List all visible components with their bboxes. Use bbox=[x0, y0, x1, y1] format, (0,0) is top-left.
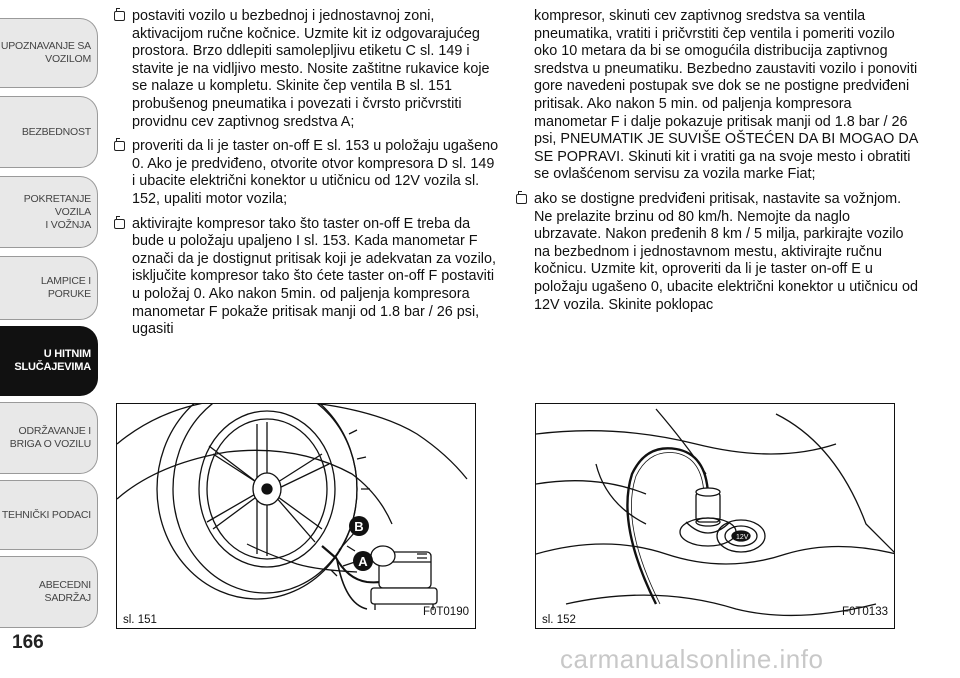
checkbox-bullet-icon bbox=[114, 11, 125, 21]
tab-u-hitnim-slucajevima[interactable] bbox=[0, 326, 98, 396]
item-text: proveriti da li je taster on-off E sl. 153 u položaju ugašeno 0. Ako je predviđeno, otvorite otvor kompresora D sl. 149 i ubacite električni konektor u utičnicu od 12V vozila sl. 152, upaliti motor vozila; bbox=[132, 138, 499, 207]
checkbox-bullet-icon bbox=[114, 219, 125, 229]
list-item bbox=[108, 216, 500, 339]
svg-text:12V: 12V bbox=[736, 534, 749, 541]
callout-a-label: A bbox=[358, 554, 368, 569]
figure-caption: sl. 152 bbox=[542, 614, 576, 626]
tab-tehnicki-podaci[interactable] bbox=[0, 480, 98, 550]
chapter-tabs bbox=[0, 0, 100, 640]
continued-paragraph: kompresor, skinuti cev zaptivnog sredstva sa ventila pneumatika, vratiti i pričvrstiti čep ventila i pomeriti vozilo oko 10 metara da bi se omogućila distribucija zaptivnog sredstva u pneumatiku. Bezbedno zaustaviti vozilo i ponoviti gore navedeni postupak sve dok se ne postigne predviđeni pritisak. Ako nakon 5 min. od paljenja kompresora manometar F i dalje pokazuje pritisak manji od 1.8 bar / 26 psi, PNEUMATIK JE SUVIŠE OŠTEĆEN DA BI MOGAO DA SE POPRAVI. Skinuti kit i vratiti ga na svoje mesto i obratiti se ovlašćenom servisu za vozila marke Fiat; bbox=[534, 8, 918, 183]
figure-caption: sl. 151 bbox=[123, 614, 157, 626]
tab-label: UPOZNAVANJE SA VOZILOM bbox=[0, 40, 91, 65]
figure-code: F0T0190 bbox=[422, 606, 469, 618]
left-text-column bbox=[108, 8, 500, 346]
tab-pokretanje[interactable] bbox=[0, 176, 98, 248]
tab-label: BEZBEDNOST bbox=[21, 125, 91, 138]
tab-odrzavanje[interactable] bbox=[0, 402, 98, 474]
right-text-column bbox=[510, 8, 920, 321]
list-item bbox=[108, 138, 500, 208]
item-text: ako se dostigne predviđeni pritisak, nastavite sa vožnjom. Ne prelazite brzinu od 80 km/h. Nemojte da naglo ubrzavate. Nakon pređenih 8 km / 5 milja, parkirajte vozilo na bezbednom i jednostavnom mestu, aktivirajte ručnu kočnicu. Uzmite kit, oproveriti da li je taster on-off E u položaju ugašeno 0, ubacite električni konektor u utičnicu od 12V vozila. Skinite poklopac bbox=[534, 190, 918, 313]
tab-label: TEHNIČKI PODACI bbox=[1, 508, 91, 521]
tab-abecedni-sadrzaj[interactable] bbox=[0, 556, 98, 628]
tab-bezbednost[interactable] bbox=[0, 96, 98, 168]
tire-compressor-illustration bbox=[117, 404, 476, 629]
tab-label: POKRETANJE VOZILA I VOŽNJA bbox=[23, 192, 91, 231]
tab-lampice[interactable] bbox=[0, 256, 98, 320]
figure-151 bbox=[116, 403, 476, 629]
list-item bbox=[108, 8, 500, 131]
item-text: postaviti vozilo u bezbednoj i jednostavnoj zoni, aktivacijom ručne kočnice. Uzmite kit iz odgovarajućeg prostora. Brzo ddlepiti samolepljivu etiketu C sl. 149 i stavite je na vidljivo mesto. Nosite zaštitne rukavice koje se nalaze u kompletu. Skinite čep ventila B sl. 151 probušenog pneumatika i povezati i čvrsto pričvrstiti providnu cev zaptivnog sredstva A; bbox=[132, 8, 490, 130]
checkbox-bullet-icon bbox=[516, 194, 527, 204]
power-socket-illustration bbox=[536, 404, 895, 629]
tab-label: LAMPICE I PORUKE bbox=[40, 275, 91, 300]
tab-label: U HITNIM SLUČAJEVIMA bbox=[14, 348, 91, 373]
item-text: aktivirajte kompresor tako što taster on-off E treba da bude u položaju upaljeno I sl. 153. Kada manometar F označi da je dostignut pritisak koji je adekvatan za vozilo, isključite kompresor tako što ćete taster on-off F postaviti u položaj 0. Ako nakon 5min. od paljenja kompresora manometar F pokaže pritisak manji od 1.8 bar / 26 psi, ugasiti bbox=[132, 215, 496, 338]
figure-152 bbox=[535, 403, 895, 629]
socket-cap-icon bbox=[736, 534, 749, 541]
checkbox-bullet-icon bbox=[114, 141, 125, 151]
list-item bbox=[510, 191, 920, 314]
callout-b-label: B bbox=[354, 519, 364, 534]
tab-upoznavanje[interactable] bbox=[0, 18, 98, 88]
page-number: 166 bbox=[12, 632, 44, 653]
figure-code: F0T0133 bbox=[841, 606, 888, 618]
tab-label: ABECEDNI SADRŽAJ bbox=[38, 579, 91, 604]
watermark: carmanualsonline.info bbox=[560, 644, 824, 674]
tab-label: ODRŽAVANJE I BRIGA O VOZILU bbox=[9, 425, 91, 450]
